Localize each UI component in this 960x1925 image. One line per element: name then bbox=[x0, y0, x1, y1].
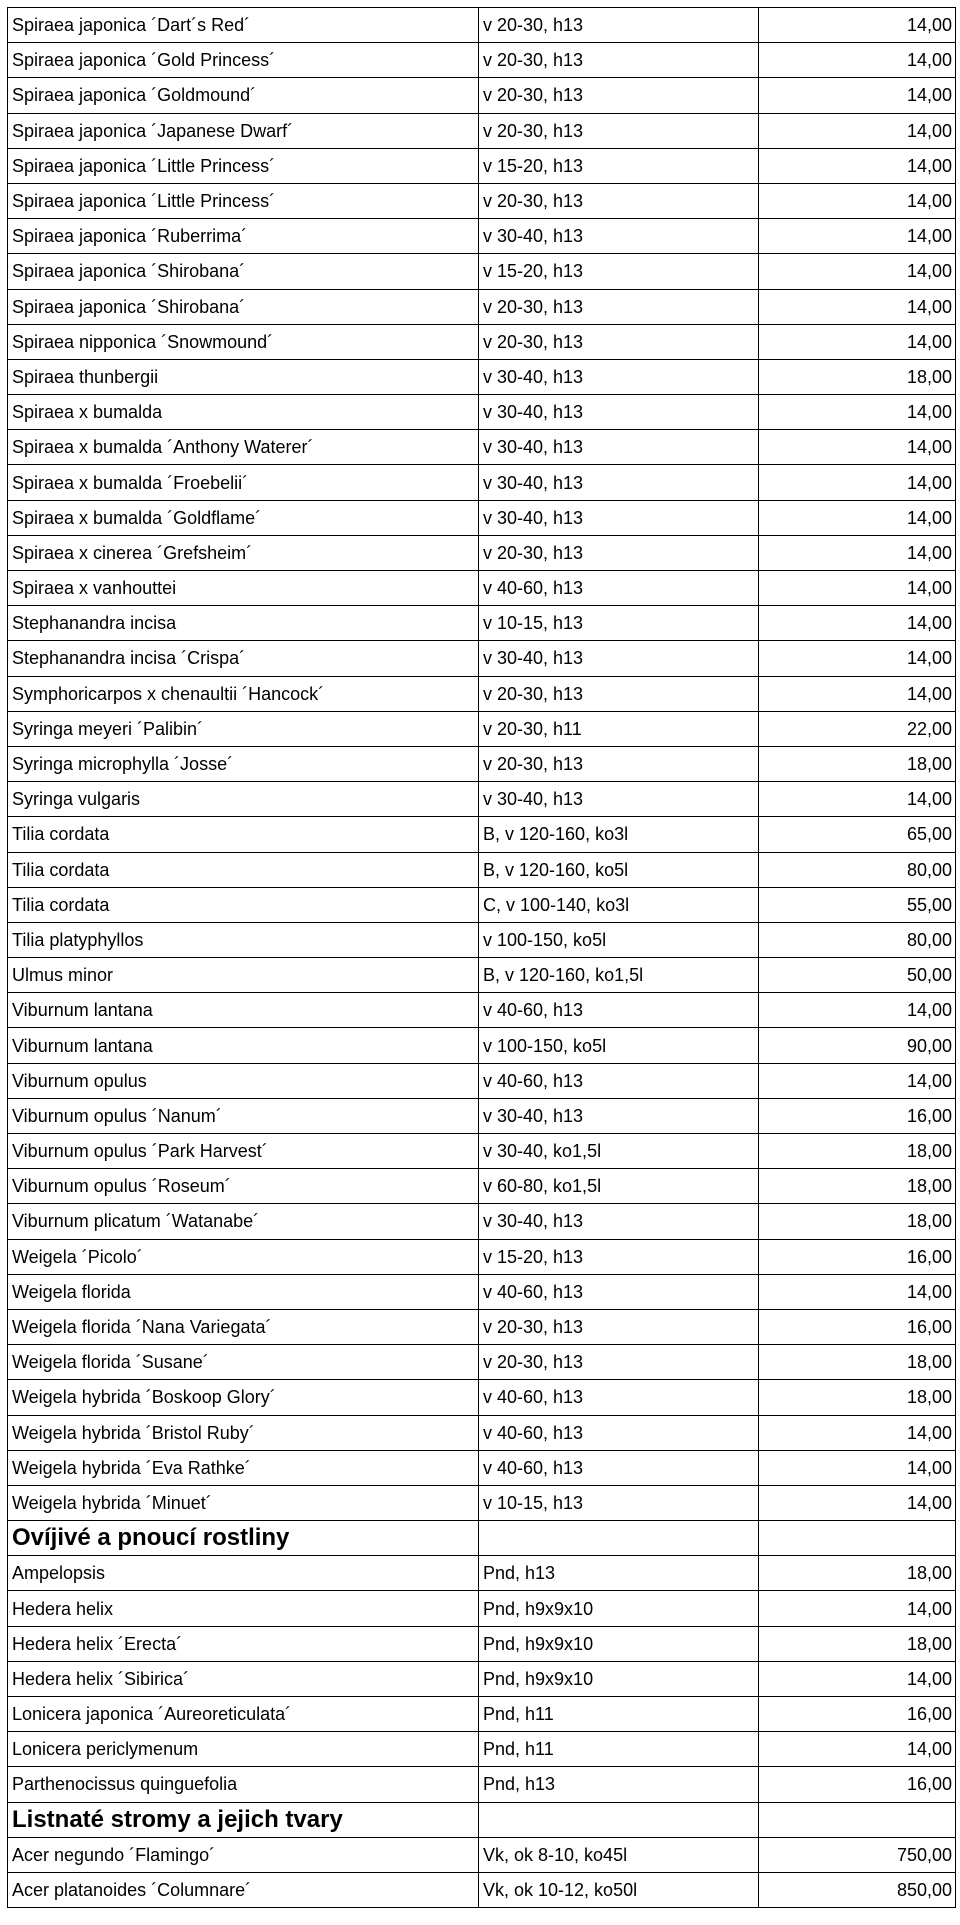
size-spec-cell: B, v 120-160, ko1,5l bbox=[479, 958, 759, 993]
size-spec-cell: v 10-15, h13 bbox=[479, 606, 759, 641]
plant-name-cell: Weigela florida bbox=[8, 1274, 479, 1309]
size-spec-cell: v 40-60, h13 bbox=[479, 1274, 759, 1309]
size-spec-cell: v 15-20, h13 bbox=[479, 254, 759, 289]
price-cell: 14,00 bbox=[759, 183, 956, 218]
table-row bbox=[8, 958, 956, 993]
price-cell: 14,00 bbox=[759, 430, 956, 465]
plant-name-cell: Spiraea japonica ´Dart´s Red´ bbox=[8, 8, 479, 43]
plant-name-cell: Symphoricarpos x chenaultii ´Hancock´ bbox=[8, 676, 479, 711]
table-row bbox=[8, 1415, 956, 1450]
table-row bbox=[8, 1872, 956, 1907]
price-cell: 18,00 bbox=[759, 1345, 956, 1380]
plant-name-cell: Syringa vulgaris bbox=[8, 782, 479, 817]
plant-name-cell: Tilia platyphyllos bbox=[8, 922, 479, 957]
price-cell: 80,00 bbox=[759, 922, 956, 957]
price-cell: 14,00 bbox=[759, 1732, 956, 1767]
price-cell bbox=[759, 1802, 956, 1837]
size-spec-cell: v 30-40, h13 bbox=[479, 641, 759, 676]
table-row bbox=[8, 43, 956, 78]
price-cell: 18,00 bbox=[759, 359, 956, 394]
price-cell: 18,00 bbox=[759, 1169, 956, 1204]
plant-name-cell: Spiraea x bumalda ´Froebelii´ bbox=[8, 465, 479, 500]
plant-name-cell: Syringa microphylla ´Josse´ bbox=[8, 746, 479, 781]
price-cell: 18,00 bbox=[759, 1134, 956, 1169]
plant-name-cell: Spiraea japonica ´Japanese Dwarf´ bbox=[8, 113, 479, 148]
size-spec-cell: v 20-30, h13 bbox=[479, 8, 759, 43]
size-spec-cell: v 20-30, h13 bbox=[479, 289, 759, 324]
table-row bbox=[8, 1098, 956, 1133]
size-spec-cell: Vk, ok 10-12, ko50l bbox=[479, 1872, 759, 1907]
price-cell: 80,00 bbox=[759, 852, 956, 887]
price-cell: 90,00 bbox=[759, 1028, 956, 1063]
size-spec-cell: v 20-30, h13 bbox=[479, 324, 759, 359]
table-row bbox=[8, 1134, 956, 1169]
price-cell: 14,00 bbox=[759, 254, 956, 289]
plant-name-cell: Spiraea x bumalda ´Anthony Waterer´ bbox=[8, 430, 479, 465]
price-cell: 14,00 bbox=[759, 113, 956, 148]
plant-name-cell: Weigela hybrida ´Eva Rathke´ bbox=[8, 1450, 479, 1485]
table-row bbox=[8, 1591, 956, 1626]
plant-name-cell: Spiraea x bumalda ´Goldflame´ bbox=[8, 500, 479, 535]
price-cell bbox=[759, 1521, 956, 1556]
size-spec-cell: v 20-30, h13 bbox=[479, 746, 759, 781]
size-spec-cell: v 20-30, h13 bbox=[479, 113, 759, 148]
table-row bbox=[8, 1661, 956, 1696]
size-spec-cell: v 30-40, h13 bbox=[479, 359, 759, 394]
table-row bbox=[8, 1485, 956, 1520]
table-row bbox=[8, 1063, 956, 1098]
plant-name-cell: Viburnum plicatum ´Watanabe´ bbox=[8, 1204, 479, 1239]
plant-name-cell: Acer platanoides ´Columnare´ bbox=[8, 1872, 479, 1907]
plant-name-cell: Stephanandra incisa bbox=[8, 606, 479, 641]
size-spec-cell: v 100-150, ko5l bbox=[479, 922, 759, 957]
size-spec-cell: v 20-30, h13 bbox=[479, 1309, 759, 1344]
size-spec-cell: v 60-80, ko1,5l bbox=[479, 1169, 759, 1204]
plant-name-cell: Spiraea japonica ´Gold Princess´ bbox=[8, 43, 479, 78]
plant-name-cell: Lonicera periclymenum bbox=[8, 1732, 479, 1767]
price-cell: 65,00 bbox=[759, 817, 956, 852]
size-spec-cell: v 30-40, h13 bbox=[479, 1204, 759, 1239]
section-title: Ovíjivé a pnoucí rostliny bbox=[8, 1521, 479, 1556]
table-row bbox=[8, 430, 956, 465]
price-cell: 14,00 bbox=[759, 465, 956, 500]
price-list-table bbox=[7, 7, 956, 1908]
price-cell: 16,00 bbox=[759, 1309, 956, 1344]
section-title: Listnaté stromy a jejich tvary bbox=[8, 1802, 479, 1837]
table-row bbox=[8, 395, 956, 430]
plant-name-cell: Spiraea x bumalda bbox=[8, 395, 479, 430]
plant-name-cell: Lonicera japonica ´Aureoreticulata´ bbox=[8, 1697, 479, 1732]
price-cell: 16,00 bbox=[759, 1697, 956, 1732]
size-spec-cell bbox=[479, 1802, 759, 1837]
plant-name-cell: Viburnum opulus bbox=[8, 1063, 479, 1098]
plant-name-cell: Weigela hybrida ´Bristol Ruby´ bbox=[8, 1415, 479, 1450]
price-cell: 14,00 bbox=[759, 641, 956, 676]
size-spec-cell: v 15-20, h13 bbox=[479, 1239, 759, 1274]
plant-name-cell: Ampelopsis bbox=[8, 1556, 479, 1591]
price-cell: 14,00 bbox=[759, 571, 956, 606]
price-cell: 14,00 bbox=[759, 1485, 956, 1520]
table-row bbox=[8, 1309, 956, 1344]
table-row bbox=[8, 1450, 956, 1485]
price-cell: 14,00 bbox=[759, 1274, 956, 1309]
price-cell: 55,00 bbox=[759, 887, 956, 922]
table-row bbox=[8, 782, 956, 817]
table-row bbox=[8, 1556, 956, 1591]
price-cell: 14,00 bbox=[759, 1450, 956, 1485]
plant-name-cell: Spiraea nipponica ´Snowmound´ bbox=[8, 324, 479, 359]
table-row bbox=[8, 641, 956, 676]
table-row bbox=[8, 1169, 956, 1204]
size-spec-cell: v 15-20, h13 bbox=[479, 148, 759, 183]
price-cell: 18,00 bbox=[759, 1626, 956, 1661]
price-cell: 16,00 bbox=[759, 1098, 956, 1133]
size-spec-cell: v 20-30, h13 bbox=[479, 676, 759, 711]
plant-name-cell: Viburnum lantana bbox=[8, 993, 479, 1028]
plant-name-cell: Spiraea japonica ´Goldmound´ bbox=[8, 78, 479, 113]
plant-name-cell: Viburnum lantana bbox=[8, 1028, 479, 1063]
size-spec-cell: C, v 100-140, ko3l bbox=[479, 887, 759, 922]
price-cell: 14,00 bbox=[759, 289, 956, 324]
size-spec-cell: v 100-150, ko5l bbox=[479, 1028, 759, 1063]
plant-name-cell: Spiraea japonica ´Ruberrima´ bbox=[8, 219, 479, 254]
size-spec-cell: v 40-60, h13 bbox=[479, 571, 759, 606]
plant-name-cell: Weigela hybrida ´Minuet´ bbox=[8, 1485, 479, 1520]
table-row bbox=[8, 606, 956, 641]
plant-name-cell: Stephanandra incisa ´Crispa´ bbox=[8, 641, 479, 676]
plant-name-cell: Viburnum opulus ´Nanum´ bbox=[8, 1098, 479, 1133]
plant-name-cell: Tilia cordata bbox=[8, 817, 479, 852]
size-spec-cell: Pnd, h11 bbox=[479, 1732, 759, 1767]
size-spec-cell: v 10-15, h13 bbox=[479, 1485, 759, 1520]
size-spec-cell: Pnd, h9x9x10 bbox=[479, 1626, 759, 1661]
price-cell: 18,00 bbox=[759, 746, 956, 781]
price-cell: 850,00 bbox=[759, 1872, 956, 1907]
plant-name-cell: Spiraea japonica ´Little Princess´ bbox=[8, 148, 479, 183]
plant-name-cell: Spiraea japonica ´Shirobana´ bbox=[8, 289, 479, 324]
size-spec-cell: Pnd, h13 bbox=[479, 1556, 759, 1591]
plant-name-cell: Spiraea japonica ´Little Princess´ bbox=[8, 183, 479, 218]
size-spec-cell: v 30-40, h13 bbox=[479, 465, 759, 500]
table-row bbox=[8, 1837, 956, 1872]
size-spec-cell: B, v 120-160, ko3l bbox=[479, 817, 759, 852]
size-spec-cell: v 40-60, h13 bbox=[479, 1063, 759, 1098]
price-cell: 18,00 bbox=[759, 1556, 956, 1591]
table-row bbox=[8, 465, 956, 500]
plant-name-cell: Spiraea thunbergii bbox=[8, 359, 479, 394]
plant-name-cell: Weigela florida ´Nana Variegata´ bbox=[8, 1309, 479, 1344]
size-spec-cell: Pnd, h9x9x10 bbox=[479, 1591, 759, 1626]
price-cell: 14,00 bbox=[759, 1063, 956, 1098]
plant-name-cell: Spiraea x cinerea ´Grefsheim´ bbox=[8, 535, 479, 570]
table-row bbox=[8, 500, 956, 535]
table-row bbox=[8, 1239, 956, 1274]
plant-name-cell: Spiraea x vanhouttei bbox=[8, 571, 479, 606]
size-spec-cell: v 30-40, h13 bbox=[479, 395, 759, 430]
size-spec-cell: v 30-40, ko1,5l bbox=[479, 1134, 759, 1169]
table-row bbox=[8, 1767, 956, 1802]
size-spec-cell: v 20-30, h13 bbox=[479, 183, 759, 218]
size-spec-cell: v 20-30, h13 bbox=[479, 43, 759, 78]
price-cell: 750,00 bbox=[759, 1837, 956, 1872]
size-spec-cell: v 20-30, h13 bbox=[479, 78, 759, 113]
size-spec-cell: v 30-40, h13 bbox=[479, 1098, 759, 1133]
size-spec-cell: v 30-40, h13 bbox=[479, 430, 759, 465]
table-row bbox=[8, 1204, 956, 1239]
price-cell: 14,00 bbox=[759, 782, 956, 817]
table-row bbox=[8, 1626, 956, 1661]
table-row bbox=[8, 1345, 956, 1380]
price-cell: 50,00 bbox=[759, 958, 956, 993]
plant-name-cell: Spiraea japonica ´Shirobana´ bbox=[8, 254, 479, 289]
size-spec-cell: v 40-60, h13 bbox=[479, 1415, 759, 1450]
price-cell: 14,00 bbox=[759, 606, 956, 641]
size-spec-cell: v 20-30, h11 bbox=[479, 711, 759, 746]
size-spec-cell: v 30-40, h13 bbox=[479, 500, 759, 535]
price-cell: 18,00 bbox=[759, 1204, 956, 1239]
size-spec-cell bbox=[479, 1521, 759, 1556]
price-cell: 14,00 bbox=[759, 1415, 956, 1450]
price-cell: 18,00 bbox=[759, 1380, 956, 1415]
price-cell: 14,00 bbox=[759, 676, 956, 711]
table-row bbox=[8, 148, 956, 183]
table-row bbox=[8, 113, 956, 148]
table-row bbox=[8, 993, 956, 1028]
section-heading-row bbox=[8, 1802, 956, 1837]
size-spec-cell: v 20-30, h13 bbox=[479, 535, 759, 570]
table-row bbox=[8, 324, 956, 359]
price-cell: 14,00 bbox=[759, 993, 956, 1028]
table-row bbox=[8, 535, 956, 570]
table-row bbox=[8, 852, 956, 887]
plant-name-cell: Hedera helix ´Erecta´ bbox=[8, 1626, 479, 1661]
plant-name-cell: Tilia cordata bbox=[8, 887, 479, 922]
section-heading-row bbox=[8, 1521, 956, 1556]
table-row bbox=[8, 8, 956, 43]
table-row bbox=[8, 359, 956, 394]
plant-name-cell: Hedera helix ´Sibirica´ bbox=[8, 1661, 479, 1696]
size-spec-cell: Pnd, h13 bbox=[479, 1767, 759, 1802]
table-row bbox=[8, 78, 956, 113]
table-row bbox=[8, 746, 956, 781]
table-row bbox=[8, 254, 956, 289]
plant-name-cell: Weigela ´Picolo´ bbox=[8, 1239, 479, 1274]
plant-name-cell: Syringa meyeri ´Palibin´ bbox=[8, 711, 479, 746]
price-cell: 14,00 bbox=[759, 148, 956, 183]
price-cell: 14,00 bbox=[759, 1591, 956, 1626]
table-row bbox=[8, 711, 956, 746]
table-row bbox=[8, 1380, 956, 1415]
price-cell: 14,00 bbox=[759, 535, 956, 570]
size-spec-cell: B, v 120-160, ko5l bbox=[479, 852, 759, 887]
table-row bbox=[8, 922, 956, 957]
table-row bbox=[8, 289, 956, 324]
price-cell: 14,00 bbox=[759, 395, 956, 430]
price-cell: 14,00 bbox=[759, 78, 956, 113]
table-row bbox=[8, 817, 956, 852]
size-spec-cell: v 40-60, h13 bbox=[479, 993, 759, 1028]
table-row bbox=[8, 219, 956, 254]
table-row bbox=[8, 571, 956, 606]
table-row bbox=[8, 1697, 956, 1732]
price-cell: 14,00 bbox=[759, 43, 956, 78]
size-spec-cell: v 30-40, h13 bbox=[479, 782, 759, 817]
plant-name-cell: Viburnum opulus ´Park Harvest´ bbox=[8, 1134, 479, 1169]
price-cell: 14,00 bbox=[759, 1661, 956, 1696]
table-row bbox=[8, 1732, 956, 1767]
size-spec-cell: Pnd, h11 bbox=[479, 1697, 759, 1732]
price-cell: 14,00 bbox=[759, 324, 956, 359]
price-cell: 16,00 bbox=[759, 1767, 956, 1802]
plant-name-cell: Weigela hybrida ´Boskoop Glory´ bbox=[8, 1380, 479, 1415]
table-row bbox=[8, 1028, 956, 1063]
price-list-body bbox=[8, 8, 956, 1908]
plant-name-cell: Parthenocissus quinguefolia bbox=[8, 1767, 479, 1802]
table-row bbox=[8, 1274, 956, 1309]
plant-name-cell: Ulmus minor bbox=[8, 958, 479, 993]
size-spec-cell: Pnd, h9x9x10 bbox=[479, 1661, 759, 1696]
size-spec-cell: v 30-40, h13 bbox=[479, 219, 759, 254]
price-cell: 14,00 bbox=[759, 500, 956, 535]
table-row bbox=[8, 676, 956, 711]
plant-name-cell: Hedera helix bbox=[8, 1591, 479, 1626]
size-spec-cell: v 40-60, h13 bbox=[479, 1380, 759, 1415]
table-row bbox=[8, 887, 956, 922]
size-spec-cell: v 20-30, h13 bbox=[479, 1345, 759, 1380]
plant-name-cell: Tilia cordata bbox=[8, 852, 479, 887]
table-row bbox=[8, 183, 956, 218]
price-cell: 14,00 bbox=[759, 219, 956, 254]
size-spec-cell: Vk, ok 8-10, ko45l bbox=[479, 1837, 759, 1872]
plant-name-cell: Viburnum opulus ´Roseum´ bbox=[8, 1169, 479, 1204]
price-cell: 22,00 bbox=[759, 711, 956, 746]
size-spec-cell: v 40-60, h13 bbox=[479, 1450, 759, 1485]
price-cell: 16,00 bbox=[759, 1239, 956, 1274]
plant-name-cell: Acer negundo ´Flamingo´ bbox=[8, 1837, 479, 1872]
price-cell: 14,00 bbox=[759, 8, 956, 43]
plant-name-cell: Weigela florida ´Susane´ bbox=[8, 1345, 479, 1380]
